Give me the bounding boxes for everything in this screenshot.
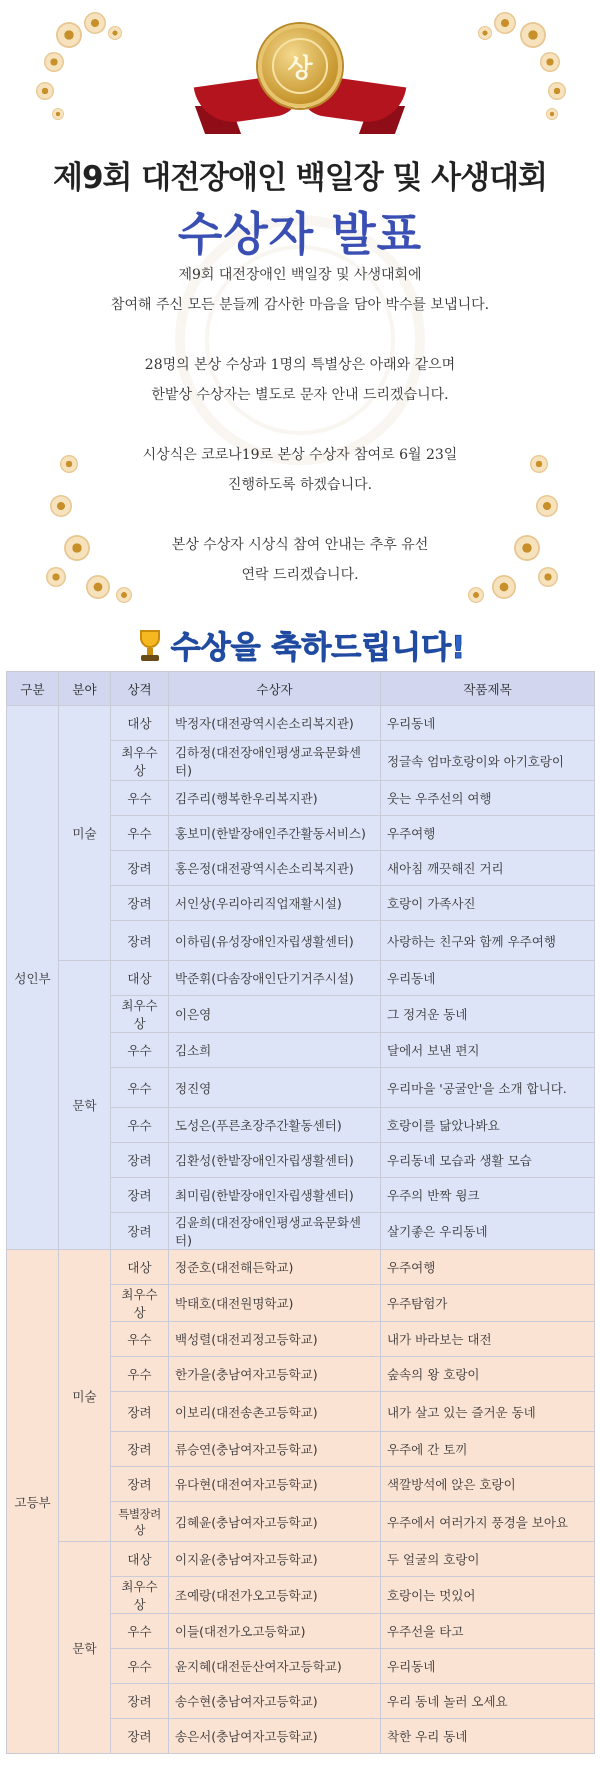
work-title-cell: 우주의 반짝 윙크: [381, 1178, 595, 1213]
award-cell: 장려: [111, 1143, 169, 1178]
award-cell: 대상: [111, 1250, 169, 1285]
division-cell: 성인부: [7, 706, 59, 1250]
table-row: [7, 961, 595, 996]
winner-cell: 김하정(대전장애인평생교육문화센터): [169, 741, 381, 781]
work-title-cell: 우리동네: [381, 1649, 595, 1684]
award-cell: 장려: [111, 921, 169, 961]
col-header-division: 구분: [7, 672, 59, 706]
award-cell: 최우수상: [111, 996, 169, 1033]
table-body: [7, 706, 595, 1754]
field-cell: 문학: [59, 1542, 111, 1754]
winner-cell: 송은서(충남여자고등학교): [169, 1719, 381, 1754]
award-cell: 대상: [111, 1542, 169, 1577]
award-cell: 우수: [111, 1068, 169, 1108]
award-cell: 장려: [111, 1213, 169, 1250]
winner-cell: 박정자(대전광역시손소리복지관): [169, 706, 381, 741]
winner-cell: 최미림(한밭장애인자립생활센터): [169, 1178, 381, 1213]
work-title-cell: 우주선을 타고: [381, 1614, 595, 1649]
winner-cell: 조예랑(대전가오고등학교): [169, 1577, 381, 1614]
paragraph-line: 28명의 본상 수상과 1명의 특별상은 아래와 같으며: [144, 357, 456, 373]
work-title-cell: 우리동네: [381, 706, 595, 741]
work-title-cell: 호랑이는 멋있어: [381, 1577, 595, 1614]
award-cell: 우수: [111, 1649, 169, 1684]
page-title: 제9회 대전장애인 백일장 및 사생대회: [53, 160, 547, 196]
work-title-cell: 우주에 간 토끼: [381, 1432, 595, 1467]
winner-cell: 서인상(우리아리직업재활시설): [169, 886, 381, 921]
flower-decoration-top-left: [36, 12, 146, 132]
winner-cell: 박태호(대전원명학교): [169, 1285, 381, 1322]
paragraph-line: 시상식은 코로나19로 본상 수상자 참여로 6월 23일: [142, 447, 458, 463]
announcement-paragraph: [0, 530, 600, 590]
winner-cell: 김윤희(대전장애인평생교육문화센터): [169, 1213, 381, 1250]
award-cell: 우수: [111, 816, 169, 851]
paragraph-line: 제9회 대전장애인 백일장 및 사생대회에: [178, 267, 422, 283]
work-title-cell: 색깔방석에 앉은 호랑이: [381, 1467, 595, 1502]
winner-cell: 백성렬(대전괴정고등학교): [169, 1322, 381, 1357]
table-row: [7, 706, 595, 741]
work-title-cell: 우리동네: [381, 961, 595, 996]
award-cell: 최우수상: [111, 1577, 169, 1614]
table-header-row: [7, 672, 595, 706]
work-title-cell: 내가 살고 있는 즐거운 동네: [381, 1392, 595, 1432]
award-cell: 장려: [111, 1684, 169, 1719]
work-title-cell: 우주여행: [381, 816, 595, 851]
award-cell: 우수: [111, 1322, 169, 1357]
table-row: [7, 1542, 595, 1577]
award-cell: 우수: [111, 1033, 169, 1068]
award-cell: 장려: [111, 1392, 169, 1432]
work-title-cell: 우주탐험가: [381, 1285, 595, 1322]
table-row: [7, 1250, 595, 1285]
paragraph-line: 참여해 주신 모든 분들께 감사한 마음을 담아 박수를 보냅니다.: [110, 297, 490, 313]
award-cell: 우수: [111, 1357, 169, 1392]
paragraph-line: 연락 드리겠습니다.: [241, 567, 359, 583]
winner-cell: 홍보미(한밭장애인주간활동서비스): [169, 816, 381, 851]
work-title-cell: 내가 바라보는 대전: [381, 1322, 595, 1357]
work-title-cell: 착한 우리 동네: [381, 1719, 595, 1754]
field-cell: 미술: [59, 706, 111, 961]
winner-cell: 김소희: [169, 1033, 381, 1068]
work-title-cell: 호랑이를 닮았나봐요: [381, 1108, 595, 1143]
award-cell: 장려: [111, 886, 169, 921]
col-header-winner: 수상자: [169, 672, 381, 706]
award-cell: 장려: [111, 1178, 169, 1213]
winner-cell: 이하림(유성장애인자립생활센터): [169, 921, 381, 961]
announcement-paragraph: [0, 350, 600, 410]
work-title-cell: 사랑하는 친구와 함께 우주여행: [381, 921, 595, 961]
work-title-cell: 그 정겨운 동네: [381, 996, 595, 1033]
announcement-paragraph: [0, 260, 600, 320]
award-cell: 최우수상: [111, 1285, 169, 1322]
medal-char: 상: [272, 38, 328, 94]
winner-cell: 이은영: [169, 996, 381, 1033]
field-cell: 문학: [59, 961, 111, 1250]
announcement-paragraph: [0, 440, 600, 500]
award-cell: 특별장려상: [111, 1502, 169, 1542]
work-title-cell: 두 얼굴의 호랑이: [381, 1542, 595, 1577]
winner-cell: 류승연(충남여자고등학교): [169, 1432, 381, 1467]
award-cell: 대상: [111, 961, 169, 996]
winner-cell: 유다현(대전여자고등학교): [169, 1467, 381, 1502]
award-cell: 우수: [111, 1108, 169, 1143]
winner-cell: 윤지혜(대전둔산여자고등학교): [169, 1649, 381, 1684]
award-cell: 장려: [111, 851, 169, 886]
winner-cell: 이들(대전가오고등학교): [169, 1614, 381, 1649]
award-cell: 우수: [111, 781, 169, 816]
winner-cell: 홍은정(대전광역시손소리복지관): [169, 851, 381, 886]
medal-icon: [258, 24, 342, 108]
winner-cell: 박준휘(다솜장애인단기거주시설): [169, 961, 381, 996]
winners-table: [6, 671, 595, 1754]
paragraph-line: 한밭상 수상자는 별도로 문자 안내 드리겠습니다.: [151, 387, 449, 403]
work-title-cell: 호랑이 가족사진: [381, 886, 595, 921]
trophy-icon: [135, 630, 165, 662]
work-title-cell: 정글속 엄마호랑이와 아기호랑이: [381, 741, 595, 781]
flower-decoration-top-right: [460, 12, 570, 132]
award-cell: 장려: [111, 1432, 169, 1467]
winner-cell: 송수현(충남여자고등학교): [169, 1684, 381, 1719]
award-cell: 최우수상: [111, 741, 169, 781]
work-title-cell: 숲속의 왕 호랑이: [381, 1357, 595, 1392]
work-title-cell: 우주에서 여러가지 풍경을 보아요: [381, 1502, 595, 1542]
col-header-title: 작품제목: [381, 672, 595, 706]
page-subtitle: 수상자 발표: [177, 207, 423, 261]
award-cell: 장려: [111, 1719, 169, 1754]
col-header-award: 상격: [111, 672, 169, 706]
work-title-cell: 우주여행: [381, 1250, 595, 1285]
winner-cell: 이보리(대전송촌고등학교): [169, 1392, 381, 1432]
work-title-cell: 우리 동네 놀러 오세요: [381, 1684, 595, 1719]
winner-cell: 김환성(한밭장애인자립생활센터): [169, 1143, 381, 1178]
division-cell: 고등부: [7, 1250, 59, 1754]
award-cell: 우수: [111, 1614, 169, 1649]
paragraph-line: 진행하도록 하겠습니다.: [227, 477, 373, 493]
paragraph-line: 본상 수상자 시상식 참여 안내는 추후 유선: [171, 537, 429, 553]
winner-cell: 정진영: [169, 1068, 381, 1108]
announcement-header: [0, 0, 600, 665]
congrats-banner: [0, 622, 600, 665]
winner-cell: 이지윤(충남여자고등학교): [169, 1542, 381, 1577]
work-title-cell: 우리마을 '공굴안'을 소개 합니다.: [381, 1068, 595, 1108]
winner-cell: 김주리(행복한우리복지관): [169, 781, 381, 816]
congrats-text: 수상을 축하드립니다!: [170, 630, 466, 665]
work-title-cell: 새아침 깨끗해진 거리: [381, 851, 595, 886]
work-title-cell: 웃는 우주선의 여행: [381, 781, 595, 816]
winner-cell: 정준호(대전해든학교): [169, 1250, 381, 1285]
winner-cell: 도성은(푸른초장주간활동센터): [169, 1108, 381, 1143]
work-title-cell: 살기좋은 우리동네: [381, 1213, 595, 1250]
award-cell: 장려: [111, 1467, 169, 1502]
work-title-cell: 우리동네 모습과 생활 모습: [381, 1143, 595, 1178]
work-title-cell: 달에서 보낸 편지: [381, 1033, 595, 1068]
winner-cell: 김혜윤(충남여자고등학교): [169, 1502, 381, 1542]
col-header-field: 분야: [59, 672, 111, 706]
award-medal: [196, 18, 404, 136]
field-cell: 미술: [59, 1250, 111, 1542]
award-cell: 대상: [111, 706, 169, 741]
winner-cell: 한가을(충남여자고등학교): [169, 1357, 381, 1392]
